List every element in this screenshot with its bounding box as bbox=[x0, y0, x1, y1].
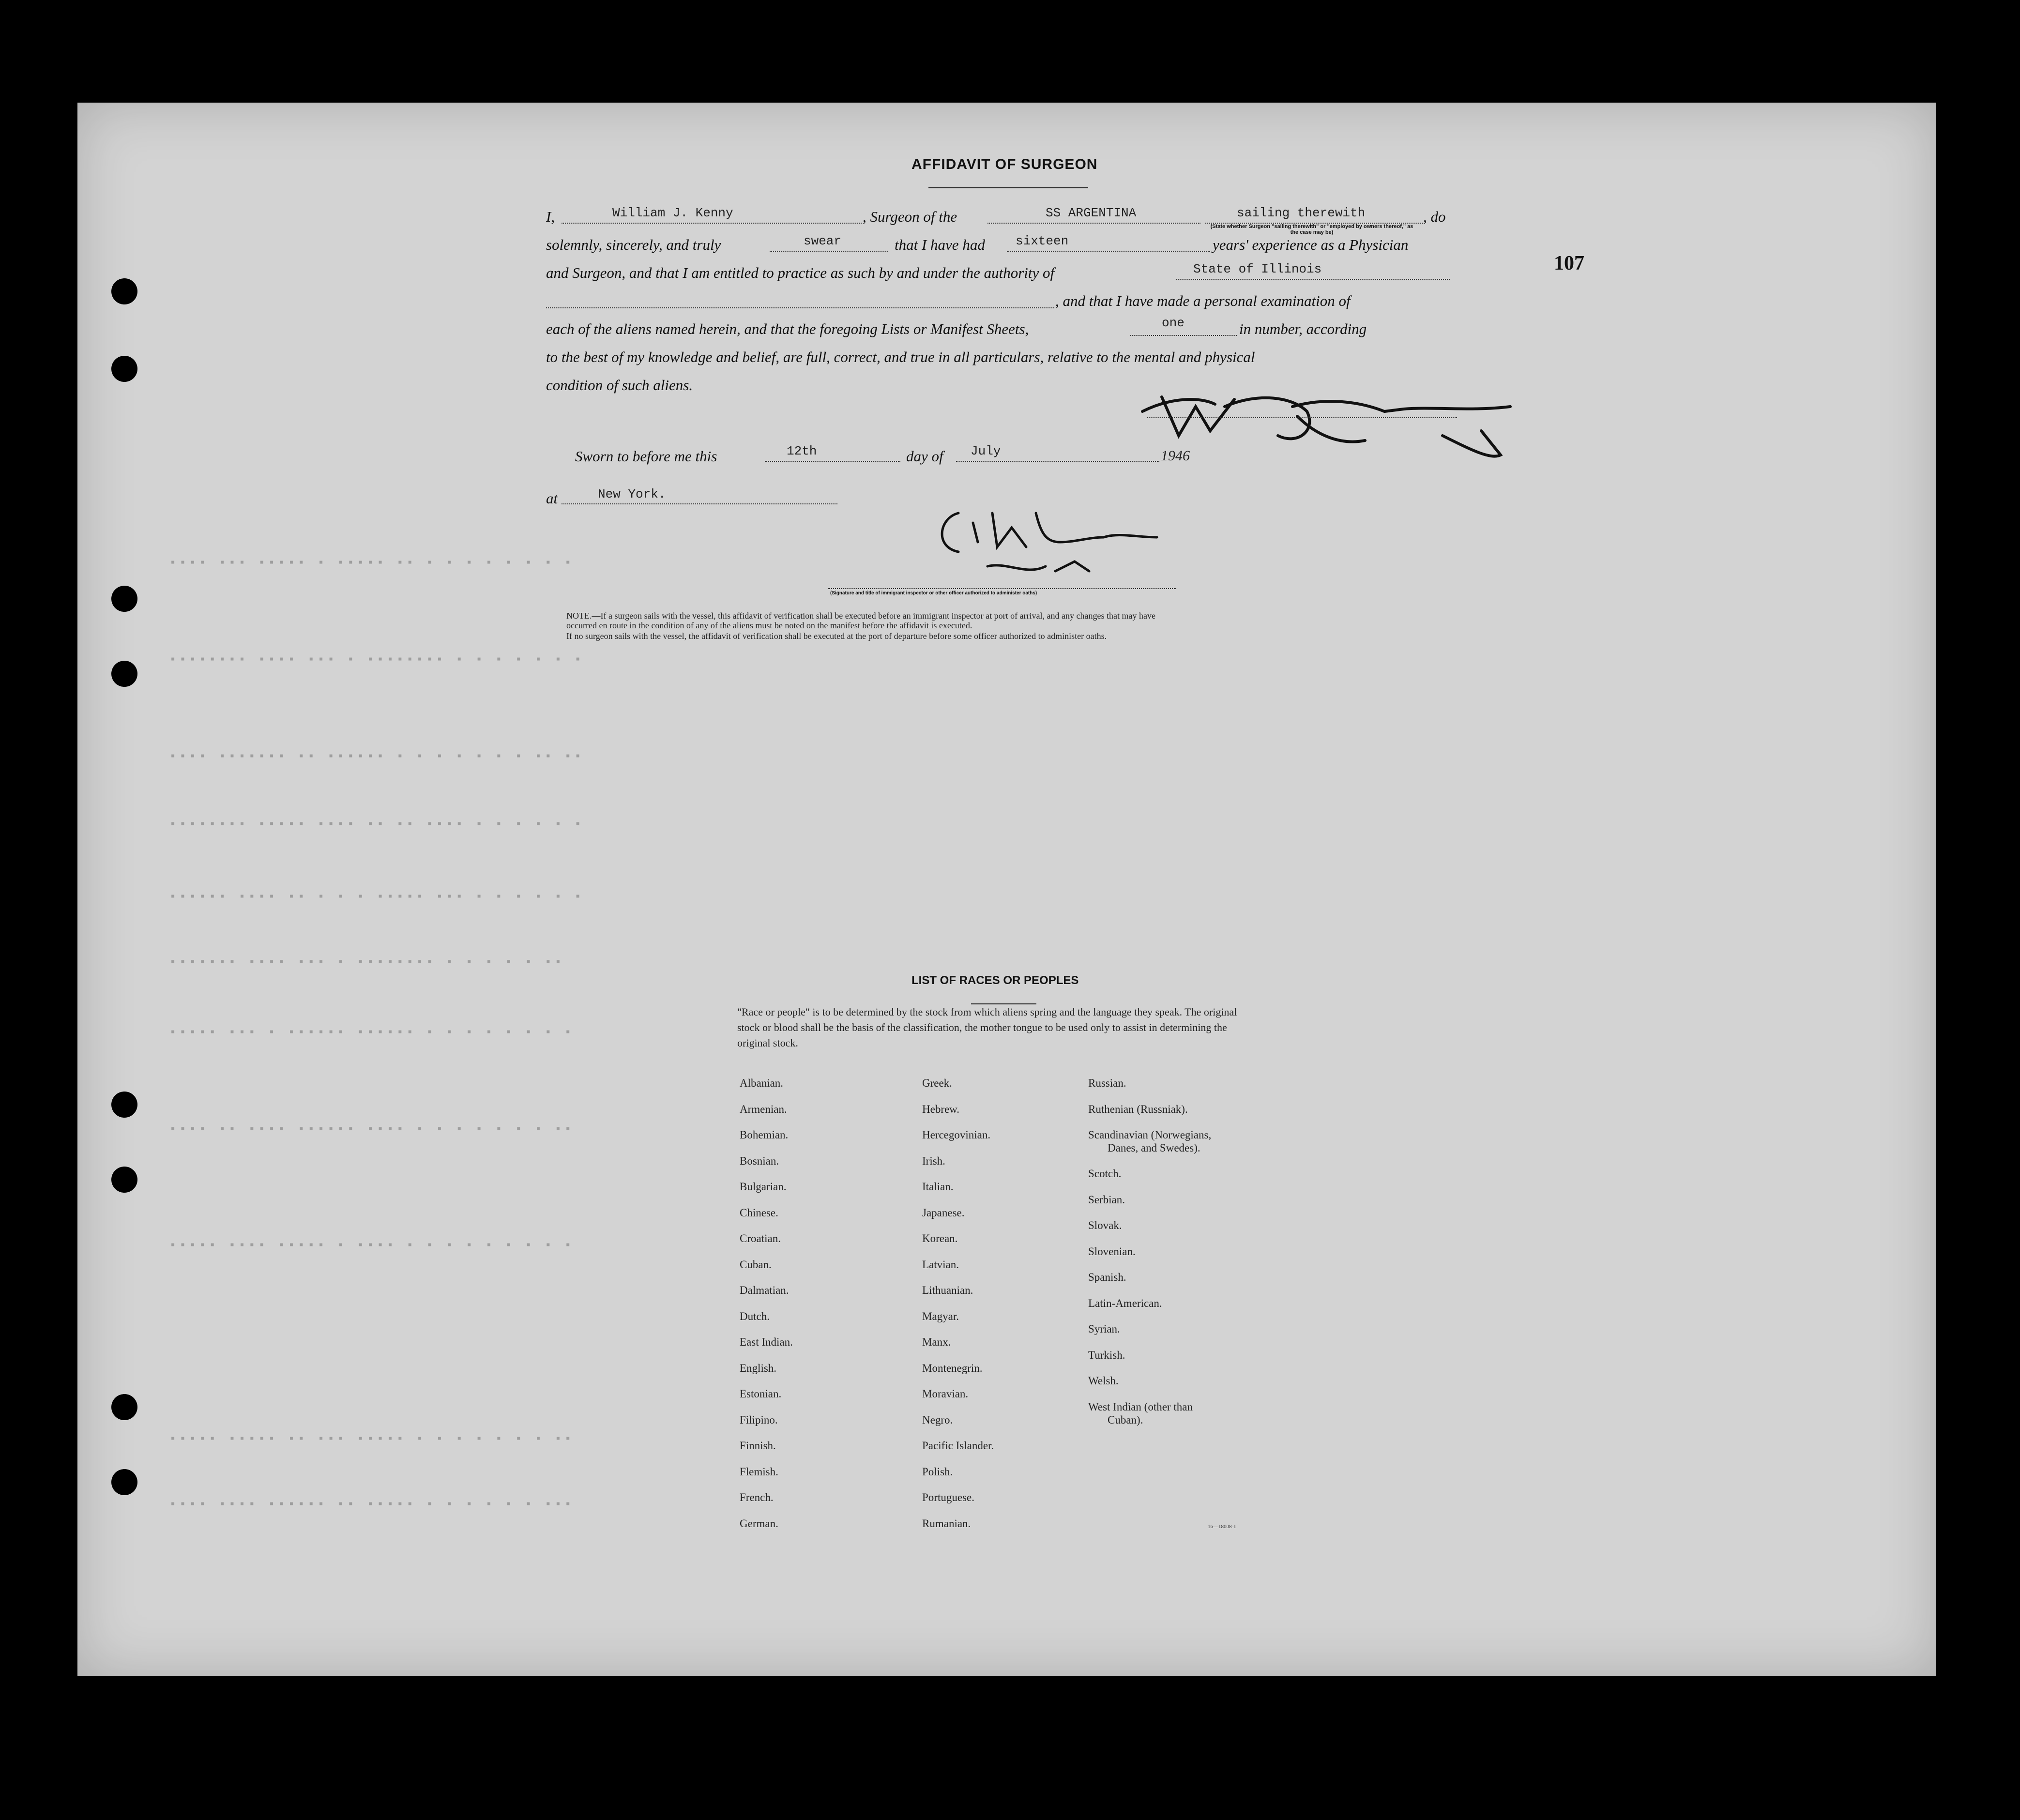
years-line bbox=[1007, 251, 1210, 252]
surgeon-signature-line bbox=[1147, 417, 1457, 418]
race-item: German. bbox=[740, 1517, 778, 1530]
affidavit-line3: and Surgeon, and that I am entitled to practice as such by and under the authority of bbox=[546, 264, 1055, 281]
race-item: Finnish. bbox=[740, 1440, 776, 1452]
race-item: Montenegrin. bbox=[922, 1362, 983, 1374]
race-item: Italian. bbox=[922, 1181, 954, 1193]
race-item: East Indian. bbox=[740, 1336, 793, 1348]
race-item: Latin-American. bbox=[1088, 1297, 1162, 1309]
race-item: Hercegovinian. bbox=[922, 1129, 991, 1141]
note-line-2: occurred en route in the condition of any of the aliens must be noted on the manifest before the affidavit is executed. bbox=[566, 621, 972, 630]
affidavit-line5-a: each of the aliens named herein, and that the foregoing Lists or Manifest Sheets, bbox=[546, 320, 1029, 337]
sworn-month: July bbox=[971, 444, 1001, 458]
at-label: at bbox=[546, 490, 558, 507]
binder-hole bbox=[111, 356, 137, 382]
sworn-month-line bbox=[956, 461, 1159, 462]
race-item: Irish. bbox=[922, 1154, 945, 1167]
years-experience: sixteen bbox=[1016, 234, 1069, 248]
race-item: Welsh. bbox=[1088, 1375, 1119, 1387]
race-item: Turkish. bbox=[1088, 1349, 1125, 1361]
oath-line bbox=[770, 251, 888, 252]
race-item: Chinese. bbox=[740, 1206, 778, 1219]
races-title: LIST OF RACES OR PEOPLES bbox=[911, 974, 1079, 987]
bleed-through-text: ▪▪▪▪ ▪▪ ▪▪▪▪ ▪▪▪▪▪▪ ▪▪▪▪ ▪ ▪ ▪ ▪ ▪ ▪ ▪ ▪▪ bbox=[169, 1123, 575, 1136]
binder-hole bbox=[111, 1092, 137, 1118]
bleed-through-text: ▪▪▪▪ ▪▪▪▪▪▪▪ ▪▪ ▪▪▪▪▪▪ ▪ ▪ ▪ ▪ ▪ ▪ ▪ ▪▪ ▪▪ bbox=[169, 750, 584, 763]
sworn-place-line bbox=[562, 503, 837, 504]
race-item: Armenian. bbox=[740, 1103, 787, 1115]
race-item: Dutch. bbox=[740, 1310, 770, 1322]
binder-hole bbox=[111, 278, 137, 304]
ship-name-line bbox=[987, 223, 1200, 224]
affidavit-line2-b: that I have had bbox=[895, 236, 985, 253]
race-item: West Indian (other than bbox=[1088, 1400, 1193, 1413]
race-item: Spanish. bbox=[1088, 1271, 1126, 1283]
race-item: Estonian. bbox=[740, 1388, 782, 1400]
race-item: Lithuanian. bbox=[922, 1284, 973, 1296]
race-item: Dalmatian. bbox=[740, 1284, 789, 1296]
race-item: Magyar. bbox=[922, 1310, 959, 1322]
authority-line bbox=[1176, 279, 1450, 280]
inspector-sig-caption: (Signature and title of immigrant inspector or other officer authorized to administer oaths) bbox=[830, 591, 1037, 596]
practice-authority: State of Illinois bbox=[1193, 262, 1322, 276]
bleed-through-text: ▪▪▪▪▪ ▪▪▪▪▪ ▪▪ ▪▪▪ ▪▪▪▪▪ ▪ ▪ ▪ ▪ ▪ ▪ ▪ ▪▪ bbox=[169, 1433, 575, 1446]
race-item: Rumanian. bbox=[922, 1517, 971, 1530]
inspector-signature bbox=[929, 494, 1181, 591]
authority-line-2 bbox=[546, 307, 1054, 308]
race-item: Portuguese. bbox=[922, 1491, 974, 1503]
race-item: Bosnian. bbox=[740, 1154, 779, 1167]
form-code: 16—18008-1 bbox=[1208, 1524, 1236, 1530]
race-item: English. bbox=[740, 1362, 777, 1374]
bleed-through-text: ▪▪▪▪ ▪▪▪ ▪▪▪▪▪ ▪ ▪▪▪▪▪ ▪▪ ▪ ▪ ▪ ▪ ▪ ▪ ▪ ▪ bbox=[169, 557, 575, 570]
races-column-2 bbox=[922, 1077, 994, 1543]
inspector-signature-line bbox=[828, 588, 1176, 589]
surgeon-signature bbox=[1133, 378, 1520, 474]
races-instructions: "Race or people" is to be determined by the stock from which aliens spring and the language they speak. The original stock or blood shall be the basis of the classification, the mother tongue to be used only to assist in determining the original stock. bbox=[737, 1006, 1237, 1049]
race-item: Slovenian. bbox=[1088, 1245, 1136, 1258]
affidavit-line7: condition of such aliens. bbox=[546, 377, 693, 394]
race-item: Albanian. bbox=[740, 1077, 784, 1089]
surgeon-name: William J. Kenny bbox=[612, 206, 733, 220]
bleed-through-text: ▪▪▪▪▪▪▪▪ ▪▪▪▪▪ ▪▪▪▪ ▪▪ ▪▪ ▪▪▪▪ ▪ ▪ ▪ ▪ ▪ ▪ bbox=[169, 818, 584, 831]
race-item: Manx. bbox=[922, 1336, 951, 1348]
affidavit-line2-c: years' experience as a Physician bbox=[1213, 236, 1409, 253]
bleed-through-text: ▪▪▪▪▪ ▪▪▪ ▪ ▪▪▪▪▪▪ ▪▪▪▪▪▪ ▪ ▪ ▪ ▪ ▪ ▪ ▪ ▪ bbox=[169, 1026, 575, 1039]
binder-hole bbox=[111, 1469, 137, 1495]
races-column-3 bbox=[1088, 1077, 1211, 1440]
sworn-place: New York. bbox=[598, 487, 666, 501]
race-item: Bohemian. bbox=[740, 1129, 789, 1141]
race-item: Ruthenian (Russniak). bbox=[1088, 1103, 1188, 1115]
sheets-count: one bbox=[1162, 316, 1185, 330]
bleed-through-text: ▪▪▪▪▪ ▪▪▪▪ ▪▪▪▪▪ ▪ ▪▪▪▪ ▪ ▪ ▪ ▪ ▪ ▪ ▪ ▪ ▪ bbox=[169, 1239, 575, 1252]
sworn-year: 1946 bbox=[1161, 448, 1190, 464]
note-line-3: If no surgeon sails with the vessel, the affidavit of verification shall be executed at the port of departure before some officer authorized to administer oaths. bbox=[566, 631, 1107, 641]
race-item: Korean. bbox=[922, 1232, 958, 1244]
bleed-through-text: ▪▪▪▪ ▪▪▪▪ ▪▪▪▪▪▪ ▪▪ ▪▪▪▪▪ ▪ ▪ ▪ ▪ ▪ ▪ ▪▪▪ bbox=[169, 1498, 575, 1511]
race-item: Filipino. bbox=[740, 1413, 778, 1426]
binder-hole bbox=[111, 1167, 137, 1193]
affidavit-title: AFFIDAVIT OF SURGEON bbox=[911, 156, 1098, 172]
race-item: Japanese. bbox=[922, 1206, 965, 1219]
race-item: Danes, and Swedes). bbox=[1108, 1142, 1200, 1154]
sworn-day: 12th bbox=[787, 444, 817, 458]
bleed-through-text: ▪▪▪▪▪▪ ▪▪▪▪ ▪▪ ▪ ▪ ▪ ▪▪▪▪▪ ▪▪▪ ▪ ▪ ▪ ▪ ▪ ▪ bbox=[169, 891, 584, 904]
race-item: Pacific Islander. bbox=[922, 1440, 994, 1452]
oath-word: swear bbox=[804, 234, 842, 248]
binder-hole bbox=[111, 661, 137, 687]
race-item: Croatian. bbox=[740, 1232, 781, 1244]
race-item: Russian. bbox=[1088, 1077, 1126, 1089]
race-item: Negro. bbox=[922, 1413, 953, 1426]
binder-hole bbox=[111, 1394, 137, 1420]
binder-hole bbox=[111, 586, 137, 612]
race-item: Bulgarian. bbox=[740, 1181, 787, 1193]
race-item: Serbian. bbox=[1088, 1193, 1125, 1206]
sworn-day-line bbox=[765, 461, 900, 462]
race-item: Moravian. bbox=[922, 1388, 969, 1400]
race-item: Greek. bbox=[922, 1077, 952, 1089]
affidavit-line2-a: solemnly, sincerely, and truly bbox=[546, 236, 721, 253]
ship-name: SS ARGENTINA bbox=[1046, 206, 1137, 220]
race-item: Cuban). bbox=[1108, 1413, 1143, 1426]
sailing-note: (State whether Surgeon "sailing therewith" or "employed by owners thereof," as the case may be) bbox=[1210, 224, 1413, 235]
sheets-line bbox=[1130, 335, 1237, 336]
surgeon-of-label: , Surgeon of the bbox=[863, 208, 957, 225]
races-column-1 bbox=[740, 1077, 793, 1543]
note-line-1: NOTE.—If a surgeon sails with the vessel, this affidavit of verification shall be executed before an immigrant inspector at port of arrival, and any changes that may have bbox=[566, 611, 1155, 621]
sworn-label: Sworn to before me this bbox=[575, 448, 717, 465]
affidavit-line6: to the best of my knowledge and belief, are full, correct, and true in all particulars, relative to the mental and physical bbox=[546, 349, 1255, 365]
affidavit-i: I, bbox=[546, 208, 555, 225]
title-underline bbox=[928, 187, 1088, 188]
page-number: 107 bbox=[1554, 252, 1584, 274]
race-item: Polish. bbox=[922, 1465, 953, 1478]
race-item: Scandinavian (Norwegians, bbox=[1088, 1129, 1212, 1141]
race-item: Hebrew. bbox=[922, 1103, 960, 1115]
affidavit-line4: , and that I have made a personal examination of bbox=[1055, 292, 1351, 309]
day-of-label: day of bbox=[906, 448, 943, 465]
race-item: Cuban. bbox=[740, 1258, 772, 1271]
race-item: Latvian. bbox=[922, 1258, 959, 1271]
sailing-status: sailing therewith bbox=[1237, 206, 1366, 220]
affidavit-line5-b: in number, according bbox=[1239, 320, 1367, 337]
race-item: Slovak. bbox=[1088, 1219, 1122, 1231]
race-item: French. bbox=[740, 1491, 774, 1503]
bleed-through-text: ▪▪▪▪▪▪▪ ▪▪▪▪ ▪▪▪ ▪ ▪▪▪▪▪▪▪▪ ▪ ▪ ▪ ▪ ▪ ▪▪ bbox=[169, 956, 565, 969]
surgeon-name-line bbox=[562, 223, 862, 224]
race-item: Syrian. bbox=[1088, 1323, 1120, 1335]
do-label: , do bbox=[1423, 208, 1446, 225]
race-item: Flemish. bbox=[740, 1465, 778, 1478]
race-item: Scotch. bbox=[1088, 1168, 1122, 1180]
bleed-through-text: ▪▪▪▪▪▪▪▪ ▪▪▪▪ ▪▪▪ ▪ ▪▪▪▪▪▪▪▪ ▪ ▪ ▪ ▪ ▪ ▪ ▪ bbox=[169, 653, 584, 667]
